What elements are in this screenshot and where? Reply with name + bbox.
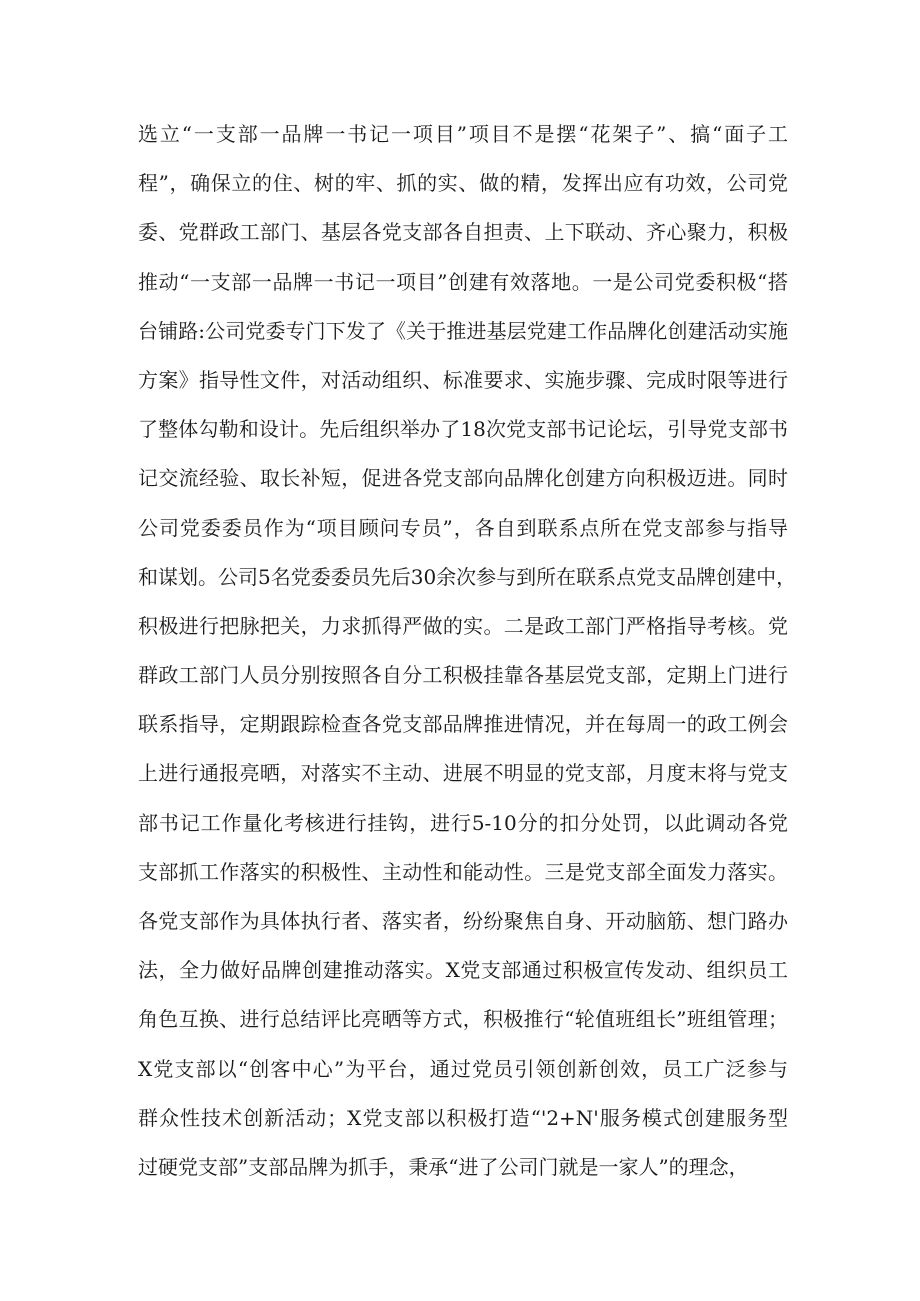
text-line: 记交流经验、取长补短，促进各党支部向品牌化创建方向积极迈进。同时 xyxy=(138,466,788,491)
text-line: X党支部以“创客中心”为平台，通过党员引领创新创效，员工广泛参与 xyxy=(138,1056,788,1081)
body-paragraph xyxy=(138,110,797,1192)
text-line: 各党支部作为具体执行者、落实者，纷纷聚焦自身、开动脑筋、想门路办 xyxy=(138,909,788,933)
text-line: 角色互换、进行总结评比亮晒等方式，积极推行“轮值班组长”班组管理； xyxy=(138,1007,788,1032)
text-line: 法，全力做好品牌创建推动落实。X党支部通过积极宣传发动、组织员工 xyxy=(138,958,788,983)
text-line: 和谋划。公司5名党委委员先后30余次参与到所在联系点党支品牌创建中， xyxy=(138,564,797,589)
text-line: 选立“一支部一品牌一书记一项目”项目不是摆“花架子”、搞“面子工 xyxy=(138,122,788,146)
text-line: 联系指导，定期跟踪检查各党支部品牌推进情况，并在每周一的政工例会 xyxy=(138,712,788,737)
text-line: 部书记工作量化考核进行挂钩，进行5-10分的扣分处罚，以此调动各党 xyxy=(138,810,788,835)
text-line: 委、党群政工部门、基层各党支部各自担责、上下联动、齐心聚力，积极 xyxy=(138,220,788,245)
text-line: 台铺路:公司党委专门下发了《关于推进基层党建工作品牌化创建活动实施 xyxy=(138,318,788,343)
text-line: 积极进行把脉把关，力求抓得严做的实。二是政工部门严格指导考核。党 xyxy=(138,613,788,638)
text-line: 支部抓工作落实的积极性、主动性和能动性。三是党支部全面发力落实。 xyxy=(138,859,788,884)
text-line: 过硬党支部”支部品牌为抓手，秉承“进了公司门就是一家人”的理念， xyxy=(138,1154,749,1179)
text-line: 群政工部门人员分别按照各自分工积极挂靠各基层党支部，定期上门进行 xyxy=(138,663,788,688)
text-line: 公司党委委员作为“项目顾问专员”，各自到联系点所在党支部参与指导 xyxy=(138,515,788,540)
text-line: 上进行通报亮晒，对落实不主动、进展不明显的党支部，月度末将与党支 xyxy=(138,761,788,786)
text-line: 程”，确保立的住、树的牢、抓的实、做的精，发挥出应有功效，公司党 xyxy=(138,171,788,196)
text-line: 方案》指导性文件，对活动组织、标准要求、实施步骤、完成时限等进行 xyxy=(138,367,788,392)
text-line: 推动“一支部一品牌一书记一项目”创建有效落地。一是公司党委积极“搭 xyxy=(138,269,788,294)
text-line: 群众性技术创新活动；X党支部以积极打造“'2+N'服务模式创建服务型 xyxy=(138,1105,788,1130)
text-line: 了整体勾勒和设计。先后组织举办了18次党支部书记论坛，引导党支部书 xyxy=(138,417,788,442)
